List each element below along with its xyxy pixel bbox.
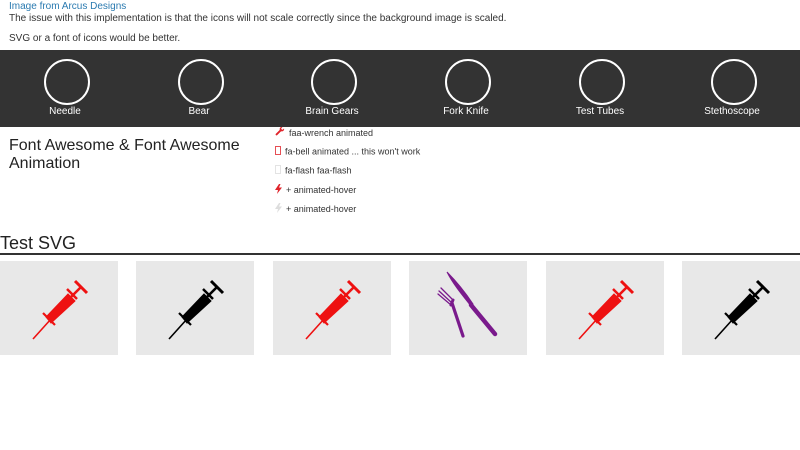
syringe-icon — [165, 273, 225, 343]
test-svg-title: Test SVG — [0, 233, 77, 253]
svg-tile[interactable] — [409, 261, 527, 355]
needle-icon — [44, 59, 90, 105]
svg-tile[interactable] — [273, 261, 391, 355]
icon-tile-fork-knife[interactable] — [401, 50, 535, 127]
scaling-note: The issue with this implementation is that the icons will not scale correctly since the background image is scaled. — [9, 13, 507, 24]
credit-link[interactable]: Image from Arcus Designs — [9, 1, 127, 12]
list-item-label: faa-wrench animated — [289, 128, 374, 138]
icon-label: Brain Gears — [305, 106, 359, 117]
list-item-label: fa-flash faa-flash — [285, 165, 352, 176]
icon-tile-bear[interactable] — [134, 50, 268, 127]
icon-tile-needle[interactable] — [0, 50, 134, 127]
icon-label: Test Tubes — [575, 106, 625, 117]
list-item[interactable] — [275, 165, 352, 179]
icon-bar — [0, 50, 800, 127]
stethoscope-icon — [711, 59, 757, 105]
list-item[interactable] — [275, 127, 373, 141]
svg-tile[interactable] — [136, 261, 254, 355]
list-item-label: + animated-hover — [286, 204, 357, 214]
list-item[interactable] — [275, 146, 420, 160]
syringe-icon — [711, 273, 771, 343]
fork-knife-icon — [445, 59, 491, 105]
list-item-label: + animated-hover — [286, 185, 357, 195]
svg-tile[interactable] — [682, 261, 800, 355]
icon-label: Needle — [49, 106, 81, 117]
bolt-icon — [275, 184, 282, 196]
wrench-icon — [275, 127, 285, 139]
syringe-icon — [302, 273, 362, 343]
list-item-label: fa-bell animated ... this won't work — [285, 146, 421, 157]
bear-icon — [178, 59, 224, 105]
svg-suggestion-note: SVG or a font of icons would be better. — [9, 33, 181, 44]
svg-tile[interactable] — [546, 261, 664, 355]
list-item[interactable] — [275, 203, 356, 217]
svg-tile[interactable] — [0, 261, 118, 355]
bell-icon — [275, 146, 281, 157]
syringe-icon — [575, 273, 635, 343]
icon-tile-test-tubes[interactable] — [535, 50, 669, 127]
icon-label: Fork Knife — [443, 106, 489, 117]
icon-label: Bear — [188, 106, 210, 117]
fork-knife-icon — [435, 270, 505, 342]
brain-gears-icon — [311, 59, 357, 105]
syringe-icon — [29, 273, 89, 343]
bolt-icon — [275, 203, 282, 215]
icon-tile-stethoscope[interactable] — [667, 50, 800, 127]
list-item[interactable] — [275, 184, 356, 198]
icon-label: Stethoscope — [704, 106, 760, 117]
divider — [0, 253, 800, 255]
icon-tile-brain-gears[interactable] — [267, 50, 401, 127]
flash-icon — [275, 165, 281, 176]
test-tubes-icon — [579, 59, 625, 105]
font-awesome-title: Font Awesome & Font Awesome Animation — [9, 137, 240, 172]
